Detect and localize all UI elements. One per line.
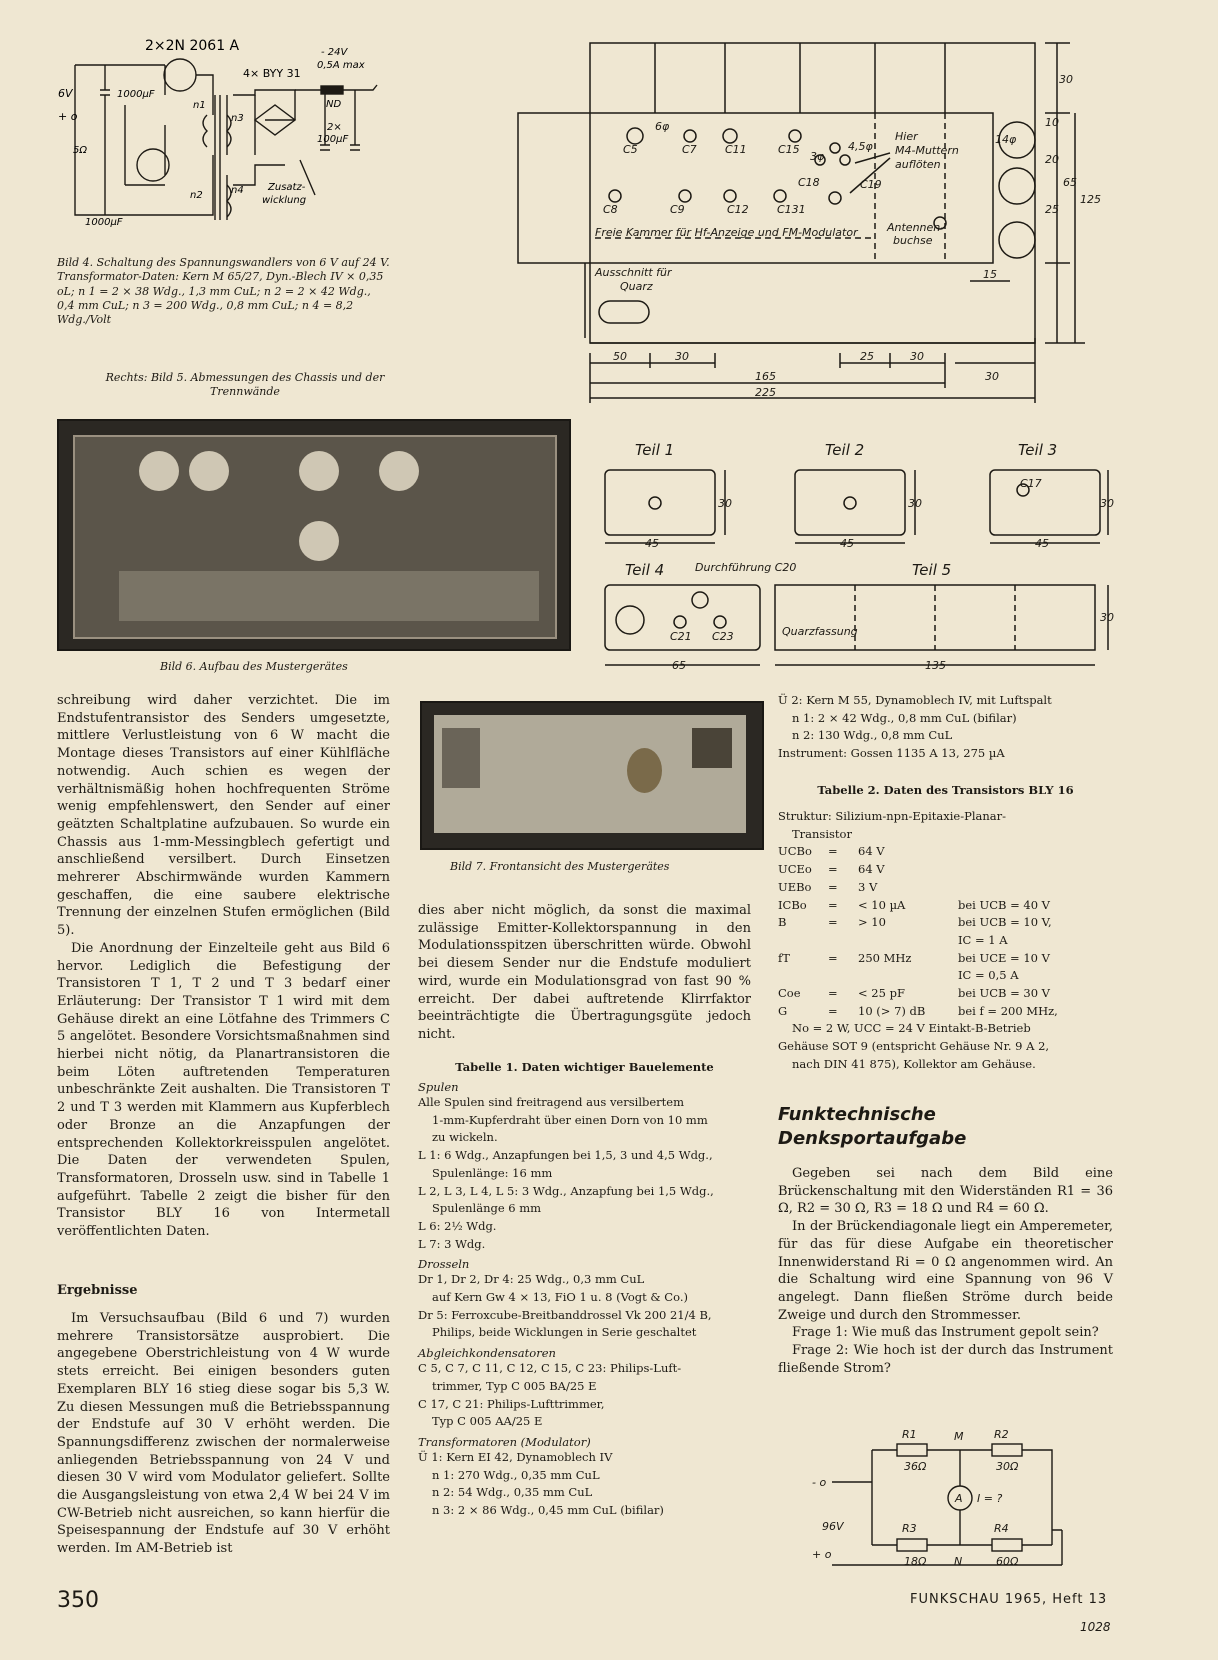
schem-title: 2×2N 2061 A bbox=[145, 38, 240, 54]
table-cell: 3 V bbox=[858, 879, 878, 894]
table-line: Philips, beide Wicklungen in Serie geschaltet bbox=[432, 1325, 697, 1340]
bridge-m: M bbox=[954, 1430, 964, 1443]
table-cell bbox=[778, 967, 828, 985]
table-line: Instrument: Gossen 1135 A 13, 275 µA bbox=[778, 746, 1005, 761]
teil1-label: Teil 1 bbox=[635, 441, 675, 459]
photo-bild7 bbox=[420, 701, 764, 850]
col3-top bbox=[778, 692, 1113, 763]
schem-r5: 5Ω bbox=[73, 145, 88, 156]
dim-20: 20 bbox=[1045, 153, 1059, 166]
page-number: 350 bbox=[57, 1588, 99, 1613]
table-cell bbox=[828, 967, 858, 985]
table-cell bbox=[858, 967, 958, 985]
tabelle1-title: Tabelle 1. Daten wichtiger Bauelemente bbox=[455, 1060, 714, 1074]
teil-d135: 135 bbox=[925, 659, 946, 672]
lbl-c7: C7 bbox=[682, 143, 697, 156]
table-cell bbox=[858, 932, 958, 950]
table-cell: 64 V bbox=[858, 862, 885, 877]
lbl-d45: 4,5φ bbox=[848, 140, 873, 153]
teil3-label: Teil 3 bbox=[1018, 441, 1058, 459]
table-cell: IC = 1 A bbox=[958, 932, 1008, 947]
denksport-heading1: Funktechnische bbox=[778, 1104, 936, 1125]
table-cell: UCBo bbox=[778, 844, 812, 859]
lbl-c5: C5 bbox=[623, 143, 638, 156]
caption-bild6: Bild 6. Aufbau des Mustergerätes bbox=[160, 660, 348, 673]
table-row bbox=[778, 914, 1118, 932]
bridge-a: A bbox=[955, 1492, 963, 1505]
denksport-heading bbox=[778, 1103, 966, 1151]
lbl-aus1: Ausschnitt für bbox=[595, 266, 672, 279]
table-cell: = bbox=[828, 1003, 838, 1018]
table-line: n 1: 2 × 42 Wdg., 0,8 mm CuL (bifilar) bbox=[792, 710, 1017, 725]
table-cell bbox=[958, 861, 1118, 879]
schem-zusatz: Zusatz- bbox=[268, 182, 306, 193]
denksport-p1: Gegeben sei nach dem Bild eine Brückenschaltung mit den Widerständen R1 = 36 Ω, R2 = 30 Ω, R3 = 18 Ω und R4 = 60 Ω. bbox=[778, 1166, 1113, 1217]
photo-bild6 bbox=[57, 419, 571, 651]
table-cell: IC = 0,5 A bbox=[958, 968, 1019, 983]
table-line: n 2: 54 Wdg., 0,35 mm CuL bbox=[432, 1485, 593, 1500]
table-cell: = bbox=[828, 950, 838, 965]
schem-c1000a: 1000µF bbox=[117, 89, 155, 100]
teil-d45c: 45 bbox=[1035, 537, 1049, 550]
schem-v6: 6V bbox=[58, 87, 73, 100]
lbl-c19: C19 bbox=[860, 178, 882, 191]
table-line: auf Kern Gw 4 × 13, FiO 1 u. 8 (Vogt & Co.) bbox=[432, 1290, 688, 1305]
lbl-c18: C18 bbox=[798, 176, 820, 189]
bridge-r2v: 30Ω bbox=[996, 1460, 1019, 1473]
table-cell: bei UCB = 30 V bbox=[958, 986, 1050, 1001]
table-cell: Coe bbox=[778, 986, 801, 1001]
dim-165: 165 bbox=[755, 370, 776, 383]
teil-d30b: 30 bbox=[908, 497, 922, 510]
table-cell bbox=[778, 932, 828, 950]
denksport-text bbox=[778, 1165, 1113, 1377]
dim-25b: 25 bbox=[1045, 203, 1059, 216]
tab2-struktur1: Struktur: Silizium-npn-Epitaxie-Planar- bbox=[778, 809, 1007, 823]
bridge-r3: R3 bbox=[902, 1522, 917, 1535]
lbl-aus2: Quarz bbox=[620, 280, 653, 293]
bridge-r1v: 36Ω bbox=[904, 1460, 927, 1473]
dim-30d: 30 bbox=[1059, 73, 1073, 86]
table-cell: = bbox=[828, 862, 838, 877]
table-line: Ü 2: Kern M 55, Dynamoblech IV, mit Luftspalt bbox=[778, 693, 1052, 707]
table-line: C 5, C 7, C 11, C 12, C 15, C 23: Philips-Luft- bbox=[418, 1361, 682, 1376]
bridge-v: 96V bbox=[822, 1520, 844, 1533]
teil-d30d: 30 bbox=[1100, 611, 1114, 624]
table-line: Dr 5: Ferroxcube-Breitbanddrossel Vk 200 21/4 B, bbox=[418, 1307, 712, 1322]
schem-n4: n4 bbox=[231, 185, 244, 196]
denksport-p2: In der Brückendiagonale liegt ein Amperemeter, für das für diese Aufgabe ein theoretischer Innenwiderstand Ri = 0 Ω angenommen wird. An die Schaltung wird eine Spannung von 96 V angelegt. Dann fließen Ströme durch beide Zweige und durch den Strommesser. bbox=[778, 1219, 1113, 1323]
journal-footer: FUNKSCHAU 1965, Heft 13 bbox=[910, 1592, 1108, 1607]
table-cell: 64 V bbox=[858, 844, 885, 859]
table-cell: = bbox=[828, 915, 838, 930]
table-row bbox=[778, 967, 1118, 985]
schem-cap100: 100µF bbox=[317, 134, 349, 145]
teil-durch: Durchführung C20 bbox=[695, 561, 797, 574]
tab1-abgleich-h: Abgleichkondensatoren bbox=[418, 1346, 556, 1361]
schem-out: - 24V bbox=[321, 47, 348, 58]
teil-c21: C21 bbox=[670, 630, 692, 643]
teile-drawing bbox=[600, 435, 1120, 675]
schematic-bild4 bbox=[55, 35, 400, 245]
tab2-last: No = 2 W, UCC = 24 V Eintakt-B-Betrieb bbox=[792, 1021, 1031, 1036]
table-row bbox=[778, 843, 1118, 861]
col1-p1: schreibung wird daher verzichtet. Die im Endstufentransistor des Senders umgesetzte, mittlere Verlustleistung von 6 W macht die Montage dieses Transistors auf einer Kühlfläche notwendig. Auch schien es wegen der verhältnismäßig hohen hochfrequenten Ströme wenig empfehlenswert, den Sender auf einer geätzten Schaltplatine aufzubauen. So wurde ein Chassis aus 1-mm-Messingblech gefertigt und anschließend versilbert. Durch Einsetzen mehrerer Abschirmwände wurden Kammern geschaffen, die eine saubere elektrische Trennung der einzelnen Stufen ermöglichen (Bild 5). bbox=[57, 693, 390, 939]
tab1-drosseln-h: Drosseln bbox=[418, 1257, 470, 1272]
table-line: n 1: 270 Wdg., 0,35 mm CuL bbox=[432, 1467, 600, 1482]
table-cell: = bbox=[828, 844, 838, 859]
lbl-hier2: M4-Muttern bbox=[895, 144, 959, 157]
table-line: n 2: 130 Wdg., 0,8 mm CuL bbox=[792, 728, 953, 743]
teil4-label: Teil 4 bbox=[625, 561, 665, 579]
ergebnisse-heading: Ergebnisse bbox=[57, 1283, 138, 1298]
caption-bild7: Bild 7. Frontansicht des Mustergerätes bbox=[450, 860, 670, 873]
bridge-n: N bbox=[954, 1555, 963, 1568]
bridge-i: I = ? bbox=[977, 1492, 1003, 1505]
teil-c17: C17 bbox=[1020, 477, 1042, 490]
lbl-c9: C9 bbox=[670, 203, 685, 216]
table-cell: ICBo bbox=[778, 897, 807, 912]
teil-d65: 65 bbox=[672, 659, 686, 672]
table-line: 1-mm-Kupferdraht über einen Dorn von 10 mm bbox=[432, 1112, 708, 1127]
table-cell: B bbox=[778, 915, 787, 930]
tabelle2-title: Tabelle 2. Daten des Transistors BLY 16 bbox=[817, 783, 1074, 797]
table-cell: 10 (> 7) dB bbox=[858, 1003, 926, 1018]
lbl-antenne2: buchse bbox=[893, 234, 933, 247]
lbl-hier3: auflöten bbox=[895, 158, 941, 171]
dim-50: 50 bbox=[613, 350, 627, 363]
page-id: 1028 bbox=[1080, 1620, 1111, 1634]
table-cell: fT bbox=[778, 950, 790, 965]
dim-125: 125 bbox=[1080, 193, 1101, 206]
table-row bbox=[778, 879, 1118, 897]
table-line: Spulenlänge: 16 mm bbox=[432, 1165, 553, 1180]
col1-p2: Die Anordnung der Einzelteile geht aus Bild 6 hervor. Lediglich die Befestigung der Transistoren T 1, T 2 und T 3 bedarf einer Erläuterung: Der Transistor T 1 wird mit dem Gehäuse direkt an eine Lötfahne des Trimmers C 5 angelötet. Besondere Vorsichtsmaßnahmen sind hierbei nicht nötig, da Planartransistoren die beim Löten auftretenden Temperaturen unbeschränkte Zeit aushalten. Die Transistoren T 2 und T 3 werden mit Klammern aus Kupferblech oder Bronze an die Anzapfungen der entsprechenden Kollektorkreisspulen angelötet. Die Daten der verwendeten Spulen, Transformatoren, Drosseln usw. sind in Tabelle 1 aufgeführt. Tabelle 2 zeigt die bisher für den Transistor BLY 16 von Intermetall veröffentlichten Daten. bbox=[57, 940, 390, 1240]
col2-text: dies aber nicht möglich, da sonst die maximal zulässige Emitter-Kollektorspannung in den Modulationsspitzen überschritten würde. Obwohl bei diesem Sender nur die Endstufe moduliert wird, wurde ein Modulationsgrad von fast 90 % erreicht. Der dabei auftretende Klirrfaktor beeinträchtigte die Übertragungsgüte jedoch nicht. bbox=[418, 903, 751, 1042]
tabelle2 bbox=[778, 808, 1118, 1074]
schem-nd: ND bbox=[326, 99, 342, 110]
caption-bild5: Rechts: Bild 5. Abmessungen des Chassis und der Trennwände bbox=[105, 371, 385, 399]
caption-bild4: Bild 4. Schaltung des Spannungswandlers von 6 V auf 24 V. Transformator-Daten: Kern M 65/27, Dyn.-Blech IV × 0,35 oL; n 1 = 2 × 38 Wdg., 1,3 mm CuL; n 2 = 2 × 42 Wdg., 0,4 mm CuL; n 3 = 200 Wdg., 0,8 mm CuL; n 4 = 8,2 Wdg./Volt bbox=[57, 256, 390, 327]
lbl-antenne1: Antennen- bbox=[887, 221, 945, 234]
table-cell: < 10 µA bbox=[858, 897, 906, 912]
dim-30c: 30 bbox=[985, 370, 999, 383]
dim-15: 15 bbox=[983, 268, 997, 281]
table-line: L 1: 6 Wdg., Anzapfungen bei 1,5, 3 und 4,5 Wdg., bbox=[418, 1148, 713, 1163]
teil-c23: C23 bbox=[712, 630, 734, 643]
table-line: C 17, C 21: Philips-Lufttrimmer, bbox=[418, 1396, 605, 1411]
table-cell bbox=[958, 843, 1118, 861]
teil-d45b: 45 bbox=[840, 537, 854, 550]
lbl-freie: Freie Kammer für Hf-Anzeige und FM-Modulator bbox=[595, 226, 858, 239]
tab2-gehaeuse2: nach DIN 41 875), Kollektor am Gehäuse. bbox=[792, 1056, 1036, 1071]
table-row bbox=[778, 1003, 1118, 1021]
bridge-plus: + o bbox=[812, 1548, 832, 1561]
table-cell bbox=[828, 932, 858, 950]
table-line: Typ C 005 AA/25 E bbox=[432, 1414, 543, 1429]
table-row bbox=[778, 861, 1118, 879]
table-line: trimmer, Typ C 005 BA/25 E bbox=[432, 1378, 597, 1393]
table-line: Dr 1, Dr 2, Dr 4: 25 Wdg., 0,3 mm CuL bbox=[418, 1272, 645, 1287]
table-line: n 3: 2 × 86 Wdg., 0,45 mm CuL (bifilar) bbox=[432, 1503, 664, 1518]
schem-plus: + o bbox=[58, 110, 78, 123]
teil2-label: Teil 2 bbox=[825, 441, 865, 459]
tab1-spulen-h: Spulen bbox=[418, 1080, 459, 1094]
teil-quarz: Quarzfassung bbox=[782, 625, 858, 638]
schem-n1: n1 bbox=[193, 100, 206, 111]
tab2-struktur2: Transistor bbox=[792, 826, 852, 841]
table-cell: = bbox=[828, 986, 838, 1001]
table-line: Alle Spulen sind freitragend aus versilbertem bbox=[418, 1095, 684, 1109]
table-line: Ü 1: Kern EI 42, Dynamoblech IV bbox=[418, 1449, 613, 1464]
dim-65: 65 bbox=[1063, 176, 1077, 189]
schem-n2: n2 bbox=[190, 190, 203, 201]
denksport-q1: Frage 1: Wie muß das Instrument gepolt sein? bbox=[792, 1325, 1099, 1341]
table-cell: UCEo bbox=[778, 862, 812, 877]
tab2-gehaeuse1: Gehäuse SOT 9 (entspricht Gehäuse Nr. 9 A 2, bbox=[778, 1039, 1050, 1054]
schem-c1000b: 1000µF bbox=[85, 217, 123, 228]
lbl-c131: C131 bbox=[777, 203, 806, 216]
table-line: Spulenlänge 6 mm bbox=[432, 1201, 542, 1216]
table-row bbox=[778, 897, 1118, 915]
lbl-d6a: 6φ bbox=[655, 120, 670, 133]
lbl-c8: C8 bbox=[603, 203, 618, 216]
table-cell: bei UCB = 10 V, bbox=[958, 915, 1052, 930]
denksport-q2: Frage 2: Wie hoch ist der durch das Instrument fließende Strom? bbox=[778, 1343, 1113, 1376]
lbl-c11: C11 bbox=[725, 143, 747, 156]
teil-d30a: 30 bbox=[718, 497, 732, 510]
teil-d45a: 45 bbox=[645, 537, 659, 550]
denksport-heading2: Denksportaufgabe bbox=[778, 1128, 967, 1149]
ergebnisse-text: Im Versuchsaufbau (Bild 6 und 7) wurden mehrere Transistorsätze ausprobiert. Die angegebene Oberstrichleistung von 4 W wurde stets erreicht. Bei einigen besonders guten Exemplaren BLY 16 stieg diese sogar bis 5,3 W. Zu diesen Messungen muß die Betriebsspannung der Endstufe auf 30 V erhöht werden. Die Spannungsdifferenz zwischen der normalerweise anliegenden Betriebsspannung von 24 V und diesen 30 V wird vom Modulator geliefert. Sollte die Ausgangsleistung von etwa 2,4 W bei 24 V im CW-Betrieb nicht ausreichen, so kann hierfür die Speisespannung der Endstufe auf 30 V erhöht werden. Im AM-Betrieb ist bbox=[57, 1311, 390, 1557]
dim-225: 225 bbox=[755, 386, 776, 399]
table-cell: = bbox=[828, 897, 838, 912]
tabelle1 bbox=[418, 1080, 758, 1520]
table-line: L 6: 2½ Wdg. bbox=[418, 1218, 497, 1233]
table-cell: UEBo bbox=[778, 879, 812, 894]
bridge-r4: R4 bbox=[994, 1522, 1009, 1535]
table-cell: < 25 pF bbox=[858, 986, 905, 1001]
schem-n3: n3 bbox=[231, 113, 244, 124]
bridge-r4v: 60Ω bbox=[996, 1555, 1019, 1568]
lbl-d14: 14φ bbox=[995, 133, 1017, 146]
schem-diodes: 4× BYY 31 bbox=[243, 67, 301, 80]
teil5-label: Teil 5 bbox=[912, 561, 952, 579]
table-cell: bei UCB = 40 V bbox=[958, 897, 1050, 912]
bridge-r3v: 18Ω bbox=[904, 1555, 927, 1568]
teil-d30c: 30 bbox=[1100, 497, 1114, 510]
table-row bbox=[778, 985, 1118, 1003]
dim-30a: 30 bbox=[675, 350, 689, 363]
schem-cap2: 2× bbox=[327, 122, 342, 133]
bridge-minus: - o bbox=[812, 1476, 827, 1489]
table-cell: = bbox=[828, 879, 838, 894]
bridge-r1: R1 bbox=[902, 1428, 917, 1441]
table-cell: G bbox=[778, 1003, 788, 1018]
table-line: L 2, L 3, L 4, L 5: 3 Wdg., Anzapfung bei 1,5 Wdg., bbox=[418, 1183, 714, 1198]
table-cell bbox=[958, 879, 1118, 897]
col1-text bbox=[57, 692, 390, 1241]
table-cell: > 10 bbox=[858, 915, 886, 930]
bridge-schematic bbox=[812, 1420, 1112, 1568]
lbl-c15: C15 bbox=[778, 143, 800, 156]
table-line: zu wickeln. bbox=[432, 1130, 498, 1145]
table-row bbox=[778, 950, 1118, 968]
table-cell: bei UCE = 10 V bbox=[958, 950, 1050, 965]
table-cell: 250 MHz bbox=[858, 950, 912, 965]
lbl-c12: C12 bbox=[727, 203, 749, 216]
lbl-d3: 3φ bbox=[810, 150, 825, 163]
schem-wicklung: wicklung bbox=[262, 195, 307, 206]
table-line: L 7: 3 Wdg. bbox=[418, 1236, 486, 1251]
table-cell: bei f = 200 MHz, bbox=[958, 1003, 1058, 1018]
lbl-hier1: Hier bbox=[895, 130, 918, 143]
dim-25: 25 bbox=[860, 350, 874, 363]
tab1-trafo-h: Transformatoren (Modulator) bbox=[418, 1434, 591, 1449]
dim-10: 10 bbox=[1045, 116, 1059, 129]
schem-outmax: 0,5A max bbox=[317, 60, 365, 71]
chassis-drawing-bild5 bbox=[515, 38, 1115, 408]
bridge-r2: R2 bbox=[994, 1428, 1009, 1441]
dim-30b: 30 bbox=[910, 350, 924, 363]
table-row bbox=[778, 932, 1118, 950]
